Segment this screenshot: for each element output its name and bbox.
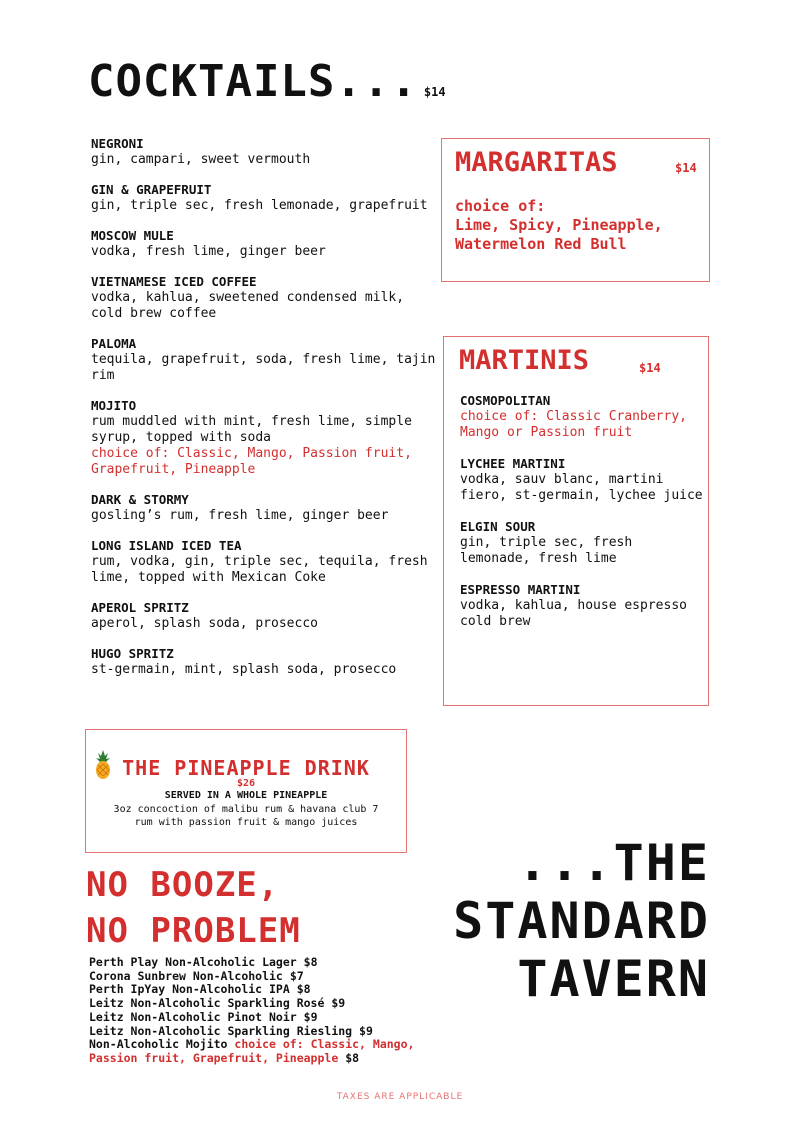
item-description: aperol, splash soda, prosecco — [91, 616, 318, 631]
list-item — [460, 456, 705, 504]
item-name: APEROL SPRITZ — [91, 600, 189, 615]
martinis-box — [443, 336, 709, 706]
item-price: $8 — [296, 982, 311, 997]
item-name: GIN & GRAPEFRUIT — [91, 182, 212, 197]
item-price: $8 — [345, 1050, 360, 1065]
item-description: rum muddled with mint, fresh lime, simple syrup, topped with soda — [91, 414, 412, 445]
item-name: MOJITO — [91, 398, 137, 413]
item-description: vodka, sauv blanc, martini fiero, st-germain, lychee juice — [460, 472, 703, 503]
cocktails-title: COCKTAILS... — [88, 56, 418, 107]
martinis-title: MARTINIS — [459, 345, 590, 376]
list-item — [460, 519, 705, 567]
item-name: Non-Alcoholic Mojito — [89, 1037, 228, 1052]
item-name: LONG ISLAND ICED TEA — [91, 538, 242, 553]
item-name: COSMOPOLITAN — [460, 393, 551, 408]
item-name: HUGO SPRITZ — [91, 646, 174, 661]
item-description: rum, vodka, gin, triple sec, tequila, fresh lime, topped with Mexican Coke — [91, 554, 428, 585]
item-price: $7 — [289, 968, 304, 983]
list-item — [89, 1011, 469, 1025]
item-name: NEGRONI — [91, 136, 144, 151]
list-item — [91, 538, 436, 586]
item-name: VIETNAMESE ICED COFFEE — [91, 274, 257, 289]
item-name: Perth IpYay Non-Alcoholic IPA — [89, 982, 290, 997]
item-name: DARK & STORMY — [91, 492, 189, 507]
margaritas-box — [441, 138, 710, 282]
list-item — [89, 956, 469, 970]
item-price: $8 — [303, 955, 318, 969]
pineapple-serve: SERVED IN A WHOLE PINEAPPLE — [164, 790, 328, 801]
list-item — [91, 136, 436, 168]
margaritas-choices — [455, 197, 705, 254]
item-description: gin, triple sec, fresh lemonade, grapefruit — [91, 198, 428, 213]
item-name: ESPRESSO MARTINI — [460, 582, 581, 597]
item-choice: choice of: Classic Cranberry, Mango or Passion fruit — [460, 409, 687, 440]
margaritas-title: MARGARITAS — [455, 147, 618, 178]
choice-label: choice of: — [455, 197, 546, 215]
no-booze-list — [89, 956, 469, 1066]
list-item — [460, 393, 705, 441]
no-booze-line1: NO BOOZE, — [86, 865, 280, 905]
item-description: gin, triple sec, fresh lemonade, fresh lime — [460, 535, 633, 566]
item-description: vodka, fresh lime, ginger beer — [91, 244, 326, 259]
item-name: Corona Sunbrew Non-Alcoholic — [89, 968, 283, 983]
item-name: Perth Play Non-Alcoholic Lager — [89, 955, 297, 969]
item-price: $9 — [303, 1009, 318, 1024]
martinis-price: $14 — [639, 361, 661, 375]
cocktails-price: $14 — [423, 85, 446, 99]
item-name: PALOMA — [91, 336, 137, 351]
brand-line2: STANDARD — [453, 892, 710, 950]
item-description: vodka, kahlua, house espresso cold brew — [460, 598, 687, 629]
pineapple-title: THE PINEAPPLE DRINK — [122, 756, 370, 780]
pineapple-price: $26 — [236, 778, 256, 789]
item-price: $9 — [359, 1023, 373, 1038]
item-description: tequila, grapefruit, soda, fresh lime, tajin rim — [91, 352, 436, 383]
margaritas-price: $14 — [675, 161, 697, 175]
taxes-note: TAXES ARE APPLICABLE — [336, 1092, 464, 1102]
list-item — [89, 1025, 469, 1039]
brand-logo — [420, 834, 710, 1008]
item-description: gin, campari, sweet vermouth — [91, 152, 311, 167]
list-item — [89, 1038, 469, 1065]
item-description: gosling’s rum, fresh lime, ginger beer — [91, 508, 389, 523]
pineapple-description: 3oz concoction of malibu rum & havana club 7 rum with passion fruit & mango juices — [113, 804, 379, 828]
list-item — [91, 600, 436, 632]
item-name: Leitz Non-Alcoholic Sparkling Rosé — [89, 996, 325, 1011]
item-choice: choice of: Classic, Mango, Passion fruit, Grapefruit, Pineapple — [91, 446, 412, 477]
no-booze-line2: NO PROBLEM — [86, 911, 301, 951]
item-name: ELGIN SOUR — [460, 519, 536, 534]
pineapple-drink-box — [85, 729, 407, 853]
list-item — [91, 228, 436, 260]
list-item — [91, 492, 436, 524]
item-description: st-germain, mint, splash soda, prosecco — [91, 662, 397, 677]
list-item — [89, 970, 469, 984]
item-name: MOSCOW MULE — [91, 228, 174, 243]
martini-list — [460, 393, 705, 645]
item-name: Leitz Non-Alcoholic Sparkling Riesling — [89, 1023, 353, 1038]
list-item — [89, 997, 469, 1011]
choice-options: Lime, Spicy, Pineapple, Watermelon Red Bull — [455, 216, 663, 253]
list-item — [91, 336, 436, 384]
no-booze-heading — [86, 862, 301, 954]
item-price: $9 — [331, 996, 346, 1011]
list-item — [91, 398, 436, 478]
item-description: vodka, kahlua, sweetened condensed milk, cold brew coffee — [91, 290, 405, 321]
page-title — [88, 56, 446, 107]
list-item — [91, 646, 436, 678]
item-choice: choice of: Classic, Mango, Passion fruit, Grapefruit, Pineapple — [89, 1037, 415, 1065]
list-item — [91, 274, 436, 322]
list-item — [89, 983, 469, 997]
list-item — [460, 582, 705, 630]
cocktail-list — [91, 136, 436, 692]
item-name: Leitz Non-Alcoholic Pinot Noir — [89, 1009, 297, 1024]
item-name: LYCHEE MARTINI — [460, 456, 566, 471]
brand-line1: ...THE — [517, 834, 710, 892]
list-item — [91, 182, 436, 214]
brand-line3: TAVERN — [517, 950, 710, 1008]
